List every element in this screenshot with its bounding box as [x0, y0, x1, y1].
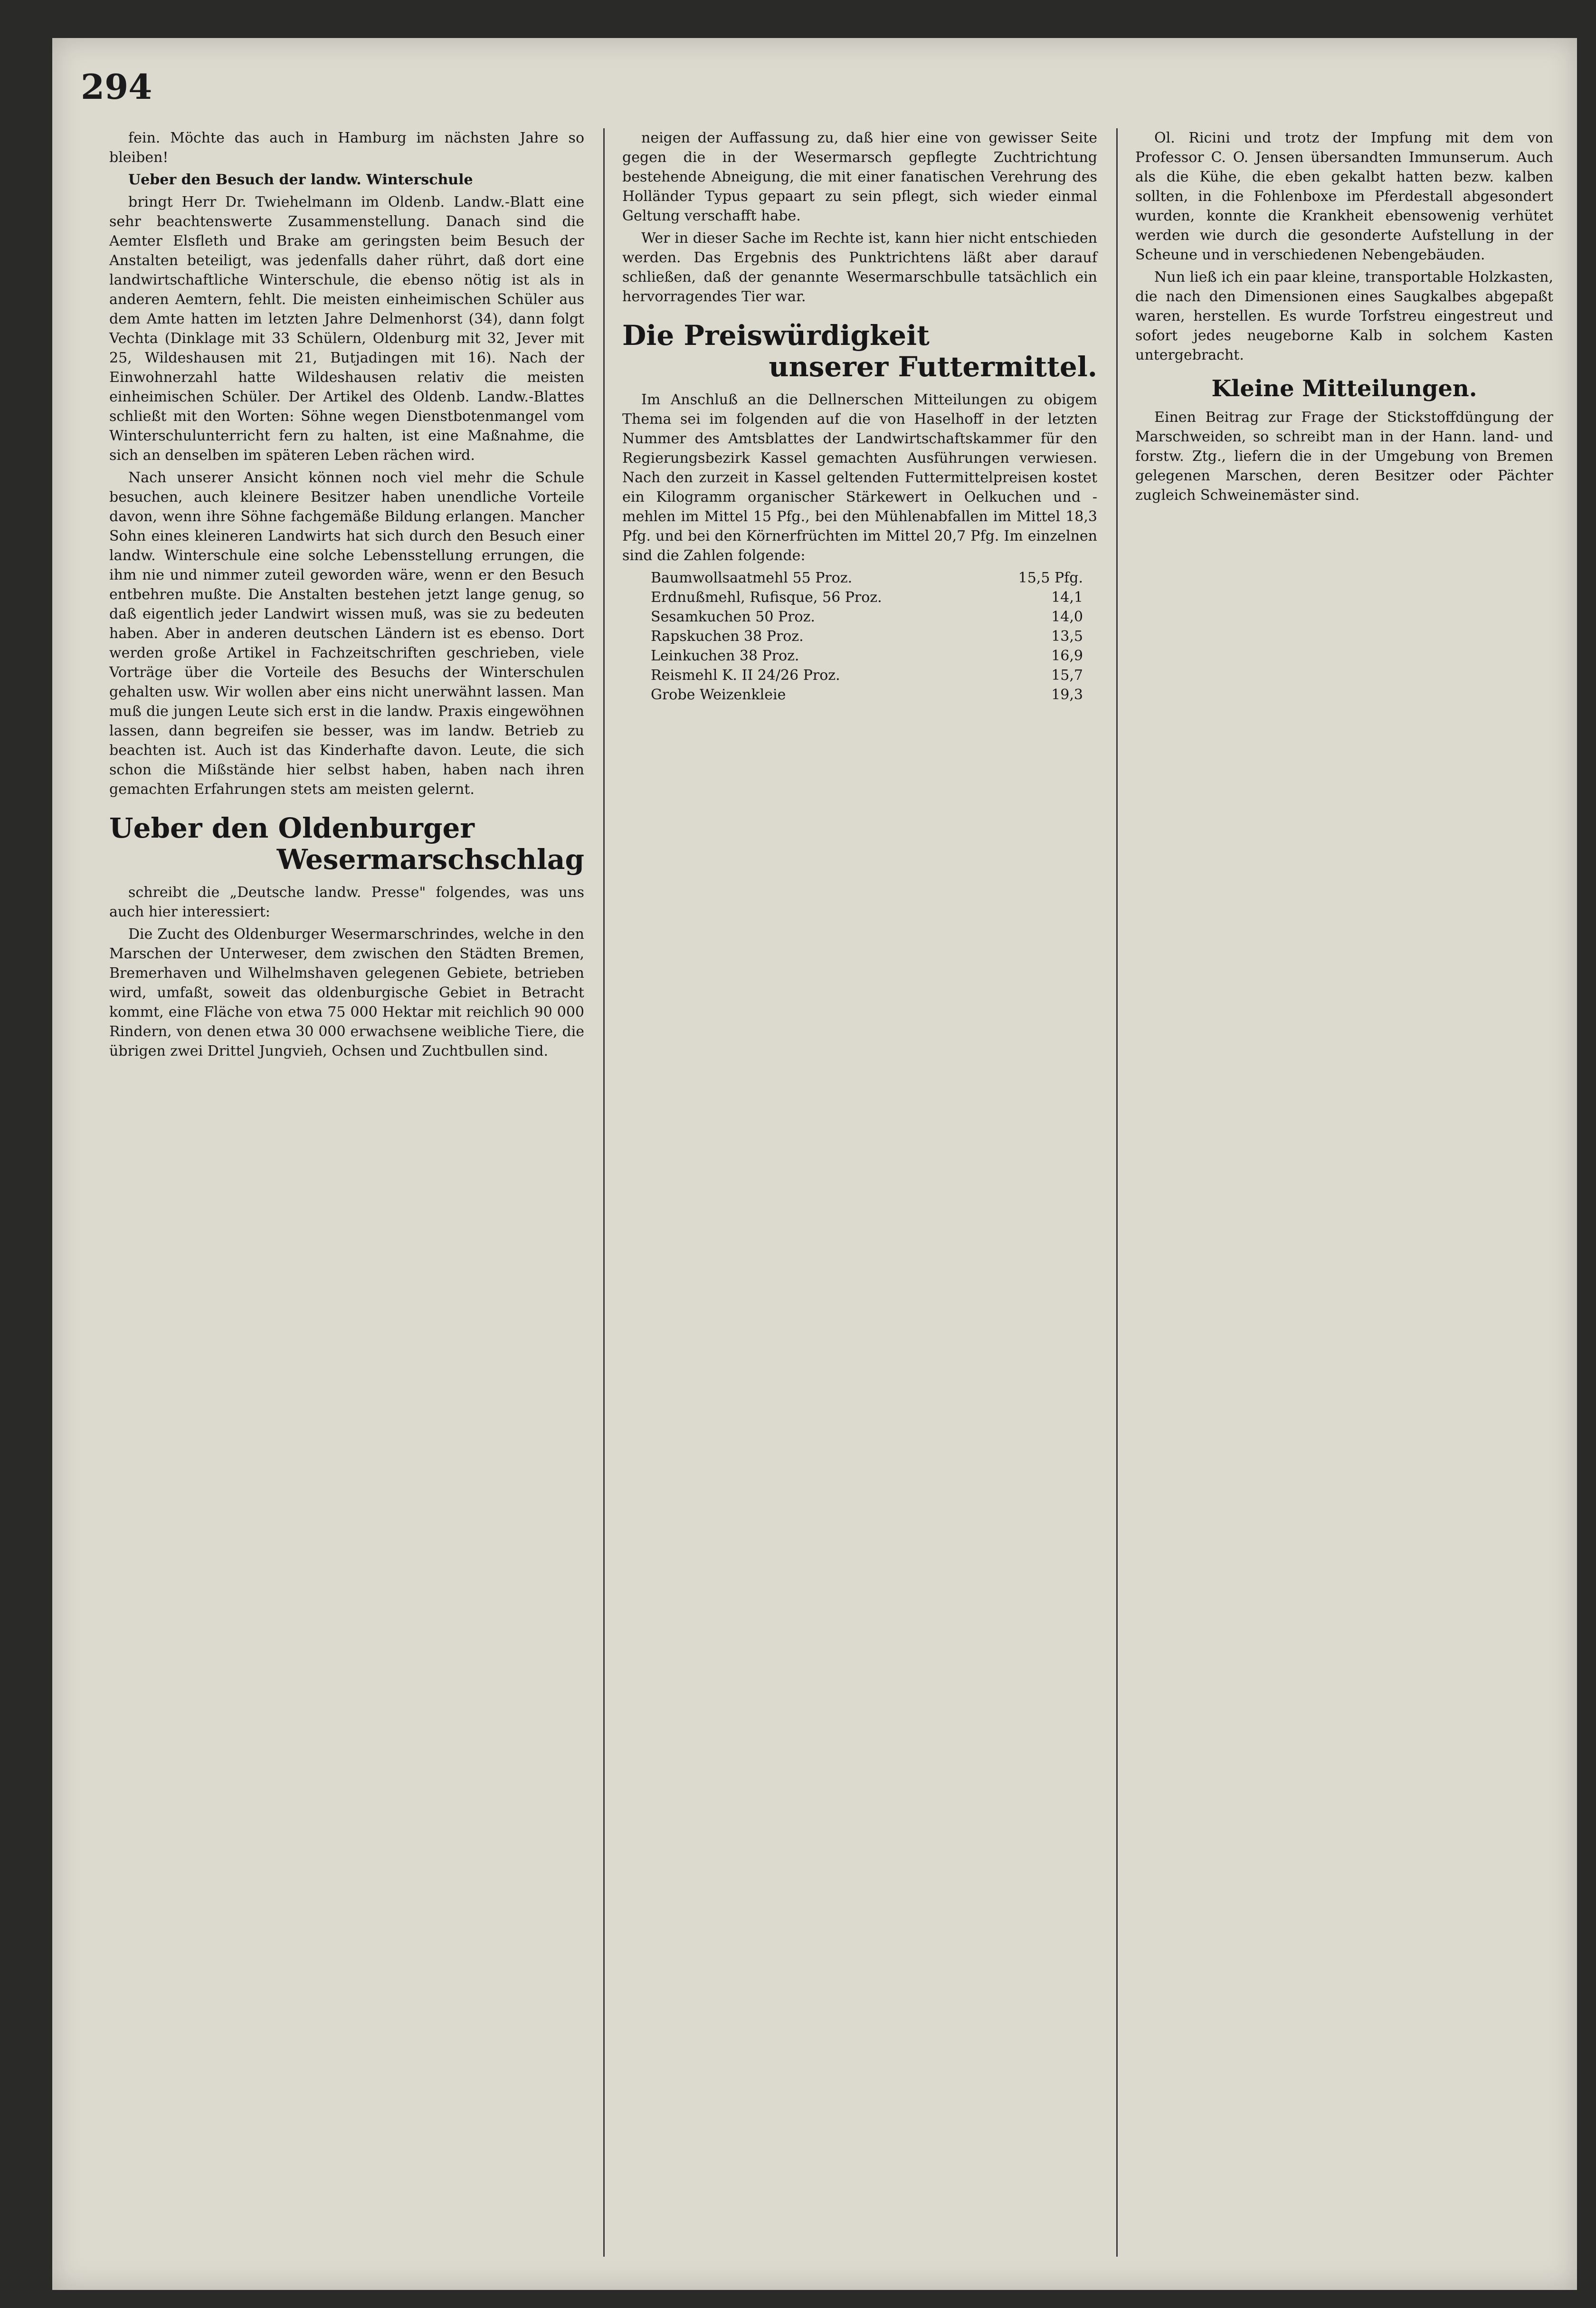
- row-value: 14,0: [1051, 609, 1083, 625]
- heading-line: Wesermarschschlag: [276, 843, 584, 876]
- row-value: 15,5 Pfg.: [1018, 570, 1083, 586]
- row-name: Rapskuchen 38 Proz.: [651, 628, 804, 645]
- row-value: 14,1: [1051, 589, 1083, 606]
- row-name: Baumwollsaatmehl 55 Proz.: [651, 570, 853, 586]
- article-heading: [109, 812, 584, 875]
- heading-line: unserer Futtermittel.: [769, 351, 1097, 383]
- paragraph: Einen Beitrag zur Frage der Stickstoffdüngung der Marschweiden, so schreibt man in der Hann. land- und forstw. Ztg., liefern die in der Umgebung von Bremen gelegenen Marschen, deren Besitzer oder Pächter zugleich Schweinemäster sind.: [1135, 409, 1553, 504]
- row-name: Leinkuchen 38 Proz.: [651, 648, 799, 664]
- table-row: [622, 607, 1097, 627]
- heading-line: Die Preiswürdigkeit: [622, 319, 930, 352]
- row-value: 19,3: [1051, 687, 1083, 703]
- paragraph: bringt Herr Dr. Twiehelmann im Oldenb. Landw.-Blatt eine sehr beachtenswerte Zusammenstellung. Danach sind die Aemter Elsfleth und Brake am geringsten beim Besuch der Anstalten beteiligt, was jedenfalls daher rührt, daß dort eine landwirtschaftliche Winterschule, die ebenso nötig ist als in anderen Aemtern, fehlt. Die meisten einheimischen Schüler aus dem Amte hatten im letzten Jahre Delmenhorst (34), dann folgt Vechta (Dinklage mit 33 Schülern, Oldenburg mit 32, Jever mit 25, Wildeshausen mit 21, Butjadingen mit 16). Nach der Einwohnerzahl hatte Wildeshausen relativ die meisten einheimischen Schüler. Der Artikel des Oldenb. Landw.-Blattes schließt mit den Worten: Söhne wegen Dienstbotenmangel vom Winterschulunterricht fern zu halten, ist eine Maßnahme, die sich an denselben im späteren Leben rächen wird.: [109, 194, 584, 464]
- row-name: Reismehl K. II 24/26 Proz.: [651, 667, 840, 684]
- column-rule: [1116, 128, 1118, 2257]
- paragraph: Nach unserer Ansicht können noch viel mehr die Schule besuchen, auch kleinere Besitzer haben unendliche Vorteile davon, wenn ihre Söhne fachgemäße Bildung erlangen. Mancher Sohn eines kleineren Landwirts hat sich durch den Besuch einer landw. Winterschule eine solche Lebensstellung errungen, die ihm nie und nimmer zuteil geworden wäre, wenn er den Besuch entbehren mußte. Die Anstalten bestehen jetzt lange genug, so daß eigentlich jeder Landwirt wissen muß, was sie zu bedeuten haben. Aber in anderen deutschen Ländern ist es ebenso. Dort werden große Artikel in Fachzeitschriften geschrieben, viele Vorträge über die Vorteile des Besuchs der Winterschulen gehalten usw. Wir wollen aber eins nicht unerwähnt lassen. Man muß die jungen Leute sich erst in die landw. Praxis eingewöhnen lassen, dann begreifen sie besser, was im landw. Betrieb zu beachten ist. Auch ist das Kinderhafte davon. Leute, die sich schon die Mißstände hier selbst haben, haben nach ihren gemachten Erfahrungen stets am meisten gelernt.: [109, 469, 584, 798]
- paragraph: Ol. Ricini und trotz der Impfung mit dem von Professor C. O. Jensen übersandten Immunserum. Auch als die Kühe, die eben gekalbt hatten bezw. kalben sollten, in die Fohlenboxe im Pferdestall abgesondert wurden, konnte die Krankheit ebensowenig verhütet werden wie durch die gesonderte Aufstellung in der Scheune und in verschiedenen Nebengebäuden.: [1135, 130, 1553, 263]
- table-row: [622, 685, 1097, 705]
- paragraph: Im Anschluß an die Dellnerschen Mitteilungen zu obigem Thema sei im folgenden auf die von Haselhoff in der letzten Nummer des Amtsblattes der Landwirtschaftskammer für den Regierungsbezirk Kassel gemachten Ausführungen verwiesen. Nach den zurzeit in Kassel geltenden Futtermittelpreisen kostet ein Kilogramm organischer Stärkewert in Oelkuchen und -mehlen im Mittel 15 Pfg., bei den Mühlenabfallen im Mittel 18,3 Pfg. und bei den Körnerfrüchten im Mittel 20,7 Pfg. Im einzelnen sind die Zahlen folgende:: [622, 391, 1097, 564]
- table-row: [622, 646, 1097, 666]
- paragraph: Nun ließ ich ein paar kleine, transportable Holzkasten, die nach den Dimensionen eines Saugkalbes abgepaßt waren, herstellen. Es wurde Torfstreu eingestreut und sofort jedes neugeborne Kalb in solchem Kasten untergebracht.: [1135, 269, 1553, 363]
- price-table: [622, 568, 1097, 705]
- paragraph: schreibt die „Deutsche landw. Presse" folgendes, was uns auch hier interessiert:: [109, 884, 584, 920]
- row-name: Sesamkuchen 50 Proz.: [651, 609, 815, 625]
- column-1: [109, 128, 584, 1064]
- table-row: [622, 588, 1097, 607]
- newspaper-page: [52, 38, 1577, 2290]
- row-name: Grobe Weizenkleie: [651, 687, 786, 703]
- section-heading: Kleine Mitteilungen.: [1211, 375, 1477, 402]
- row-value: 13,5: [1051, 628, 1083, 645]
- paragraph-lead: Ueber den Besuch der landw. Winterschule: [128, 172, 473, 188]
- heading-line: Ueber den Oldenburger: [109, 812, 475, 844]
- paragraph: Die Zucht des Oldenburger Wesermarschrindes, welche in den Marschen der Unterweser, dem zwischen den Städten Bremen, Bremerhaven und Wilhelmshaven gelegenen Gebiete, betrieben wird, umfaßt, soweit das oldenburgische Gebiet in Betracht kommt, eine Fläche von etwa 75 000 Hektar mit reichlich 90 000 Rindern, von denen etwa 30 000 erwachsene weibliche Tiere, die übrigen zwei Drittel Jungvieh, Ochsen und Zuchtbullen sind.: [109, 926, 584, 1059]
- table-row: [622, 568, 1097, 588]
- row-name: Erdnußmehl, Rufisque, 56 Proz.: [651, 589, 882, 606]
- row-value: 15,7: [1051, 667, 1083, 684]
- column-rule: [603, 128, 605, 2257]
- paragraph: fein. Möchte das auch in Hamburg im nächsten Jahre so bleiben!: [109, 130, 584, 166]
- paragraph: Wer in dieser Sache im Rechte ist, kann hier nicht entschieden werden. Das Ergebnis des Punktrichtens läßt aber darauf schließen, daß der genannte Wesermarschbulle tatsächlich ein hervorragendes Tier war.: [622, 230, 1097, 305]
- column-3: [1135, 128, 1553, 508]
- page-number: 294: [81, 67, 152, 107]
- column-2: [622, 128, 1097, 709]
- table-row: [622, 627, 1097, 646]
- paragraph: neigen der Auffassung zu, daß hier eine von gewisser Seite gegen die in der Wesermarsch gepflegte Zuchtrichtung bestehende Abneigung, die mit einer fanatischen Verehrung des Holländer Typus gepaart zu sein pflegt, sich wieder einmal Geltung verschafft habe.: [622, 130, 1097, 224]
- article-heading: [622, 320, 1097, 382]
- row-value: 16,9: [1051, 648, 1083, 664]
- table-row: [622, 666, 1097, 685]
